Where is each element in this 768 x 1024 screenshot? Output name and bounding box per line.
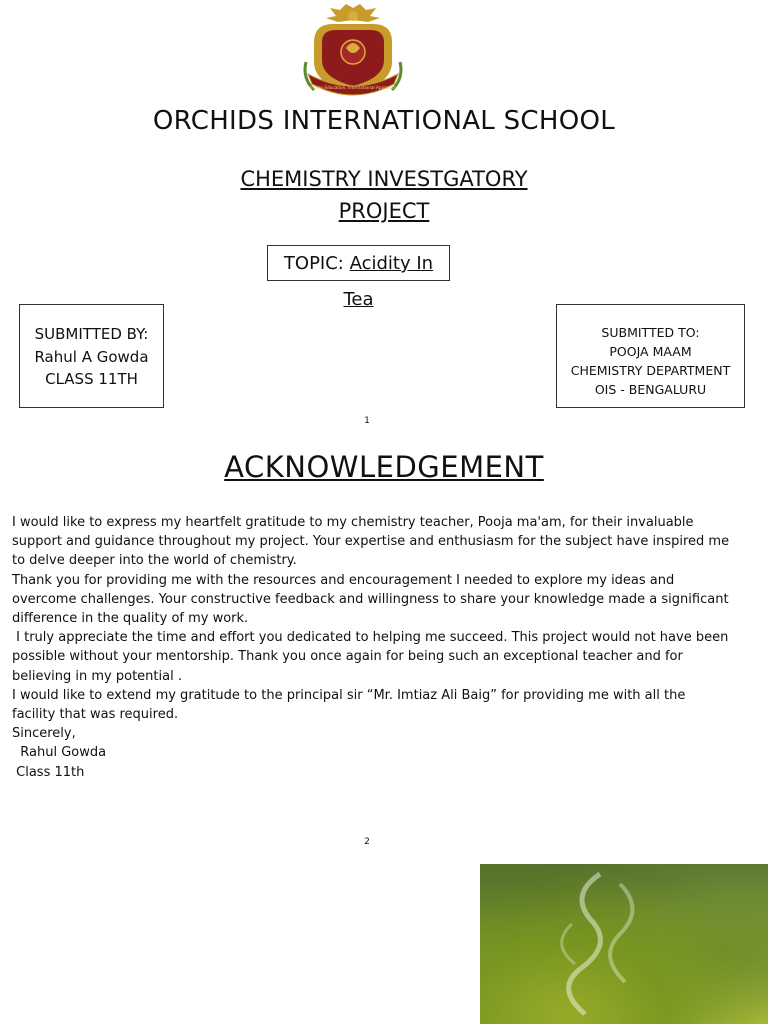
project-title-line-2: PROJECT [338,199,430,223]
acknowledgement-title: ACKNOWLEDGEMENT [224,450,544,484]
ack-paragraph: I truly appreciate the time and effort you dedicated to helping me succeed. This project would not have been possible without your mentorship. Thank you once again for being such an exceptional teacher and for believing in my potential . [12,630,733,684]
submitted-by-box [19,304,164,408]
acknowledgement-body [12,513,732,782]
tea-plantation-image [480,864,768,1024]
ack-closing: Sincerely, [12,726,76,742]
department-name: CHEMISTRY DEPARTMENT [570,363,731,378]
crest-icon [300,2,406,100]
topic-value: Acidity In Tea [343,253,434,310]
school-name: ORCHIDS INTERNATIONAL SCHOOL [152,106,616,136]
page-number-1: 1 [364,416,370,426]
logo-motto: Indian Education, International Approach [310,85,396,90]
ack-paragraph: I would like to express my heartfelt gratitude to my chemistry teacher, Pooja ma'am, for their invaluable support and guidance throughout my project. Your expertise and enthusiasm for the subject have inspired me to delve deeper into the world of chemistry. [12,515,734,569]
topic-box [267,245,450,310]
submitted-by-label: SUBMITTED BY: [34,325,149,343]
ack-paragraph: I would like to extend my gratitude to the principal sir “Mr. Imtiaz Ali Baig” for providing me with all the facility that was required. [12,687,690,723]
topic-label: TOPIC: [283,253,350,274]
ack-signature-class: Class 11th [12,764,85,780]
student-name: Rahul A Gowda [34,347,149,366]
ack-signature-name: Rahul Gowda [12,745,107,761]
project-title-line-1: CHEMISTRY INVESTGATORY [240,167,528,191]
ack-paragraph: Thank you for providing me with the resources and encouragement I needed to explore my ideas and overcome challenges. Your constructive feedback and willingness to share your knowledge made a significant difference in the quality of my work. [12,572,733,627]
school-logo [300,2,406,100]
submitted-to-box [556,304,745,408]
student-class: CLASS 11TH [45,370,138,388]
page-number-2: 2 [364,837,370,847]
project-title [0,163,768,227]
teacher-name: POOJA MAAM [609,344,692,359]
submitted-to-label: SUBMITTED TO: [601,325,700,340]
school-location: OIS - BENGALURU [594,382,707,397]
steam-swirl-icon [480,864,768,1024]
